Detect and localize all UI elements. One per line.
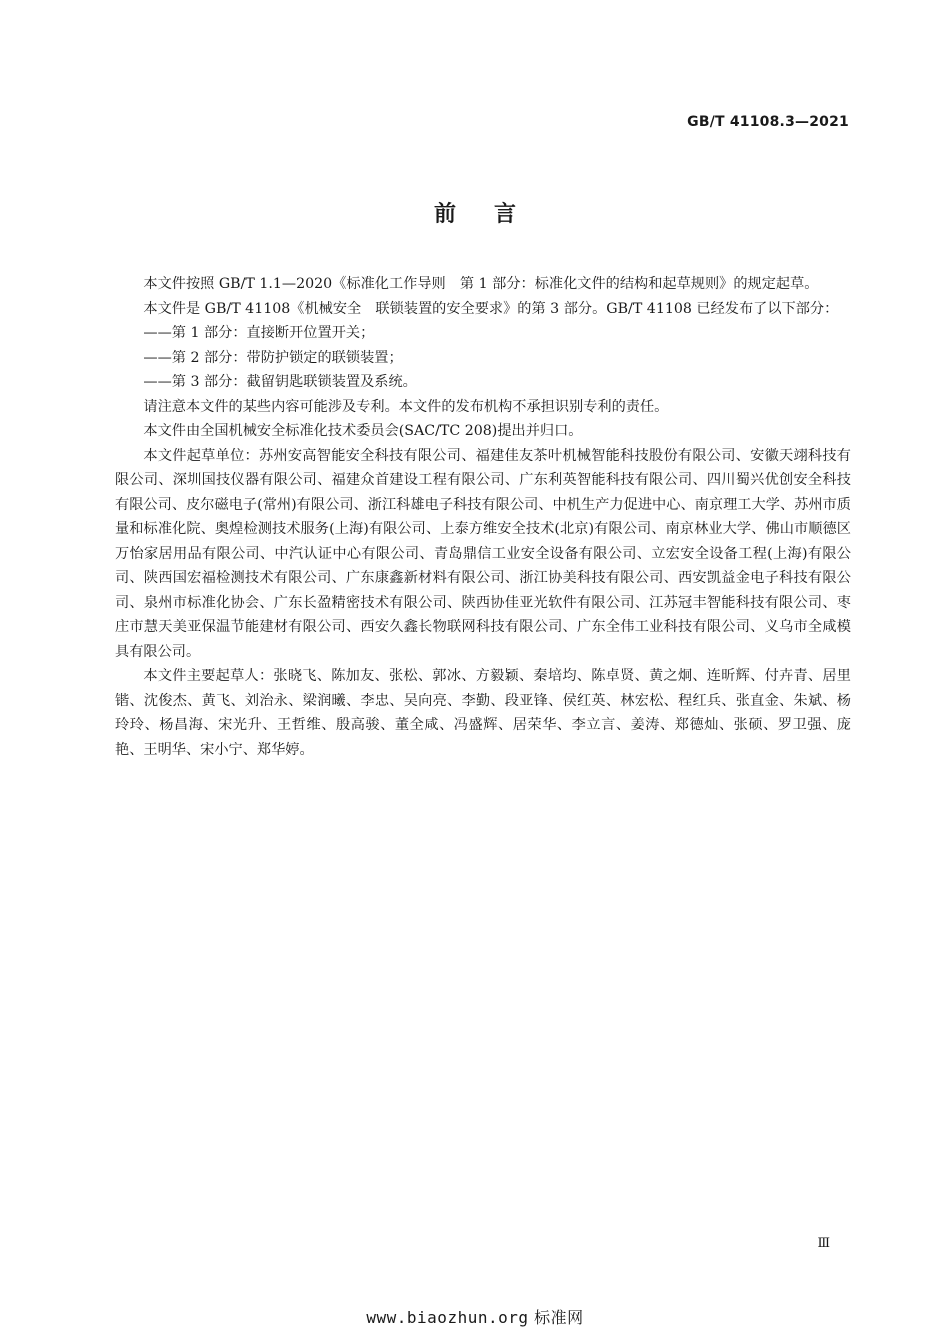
standard-code: GB/T 41108.3—2021 [687,114,849,130]
paragraph-series-parts: 本文件是 GB/T 41108《机械安全 联锁装置的安全要求》的第 3 部分。GB/T 41108 已经发布了以下部分： [143,300,839,317]
section-title: 前言 [433,202,554,227]
paragraph-drafters: 本文件主要起草人：张晓飞、陈加友、张松、郭冰、方毅颖、秦培均、陈卓贤、黄之炯、连昕辉、付卉青、居里锴、沈俊杰、黄飞、刘治永、梁润曦、李忠、吴向亮、李勤、段亚锋、侯红英、林宏松、程红兵、张直金、朱斌、杨玲玲、杨昌海、宋光升、王哲维、殷高骏、董全咸、冯盛辉、居荣华、李立言、姜涛、郑德灿、张硕、罗卫强、庞艳、王明华、宋小宁、郑华婷。 [115,668,851,758]
footer-site-name: 标准网 [534,1308,584,1327]
list-item-part-2: ——第 2 部分：带防护锁定的联锁装置； [143,349,403,366]
paragraph-patent-notice: 请注意本文件的某些内容可能涉及专利。本文件的发布机构不承担识别专利的责任。 [143,398,669,415]
footer-watermark [0,1305,950,1328]
list-item-part-3: ——第 3 部分：截留钥匙联锁装置及系统。 [143,374,417,390]
paragraph-drafting-rules: 本文件按照 GB/T 1.1—2020《标准化工作导则 第 1 部分：标准化文件的结构和起草规则》的规定起草。 [143,276,819,292]
paragraph-committee: 本文件由全国机械安全标准化技术委员会(SAC/TC 208)提出并归口。 [143,423,583,439]
footer-url[interactable]: www.biaozhun.org [366,1308,529,1327]
paragraph-drafting-units: 本文件起草单位：苏州安高智能安全科技有限公司、福建佳友茶叶机械智能科技股份有限公司、安徽天翊科技有限公司、深圳国技仪器有限公司、福建众首建设工程有限公司、广东利英智能科技有限公司、四川蜀兴优创安全科技有限公司、皮尔磁电子(常州)有限公司、浙江科雄电子科技有限公司、中机生产力促进中心、南京理工大学、苏州市质量和标准化院、奥煌检测技术服务(上海)有限公司、上泰方维安全技术(北京)有限公司、南京林业大学、佛山市顺德区万怡家居用品有限公司、中汽认证中心有限公司、青岛鼎信工业安全设备有限公司、立宏安全设备工程(上海)有限公司、陕西国宏福检测技术有限公司、广东康鑫新材料有限公司、浙江协美科技有限公司、西安凯益金电子科技有限公司、泉州市标准化协会、广东长盈精密技术有限公司、陕西协佳亚光软件有限公司、江苏冠丰智能科技有限公司、枣庄市慧天美亚保温节能建材有限公司、西安久鑫长物联网科技有限公司、广东全伟工业科技有限公司、义乌市全咸模具有限公司。 [115,447,851,660]
foreword-body [115,272,851,762]
page-number: Ⅲ [817,1236,830,1251]
list-item-part-1: ——第 1 部分：直接断开位置开关； [143,325,375,341]
